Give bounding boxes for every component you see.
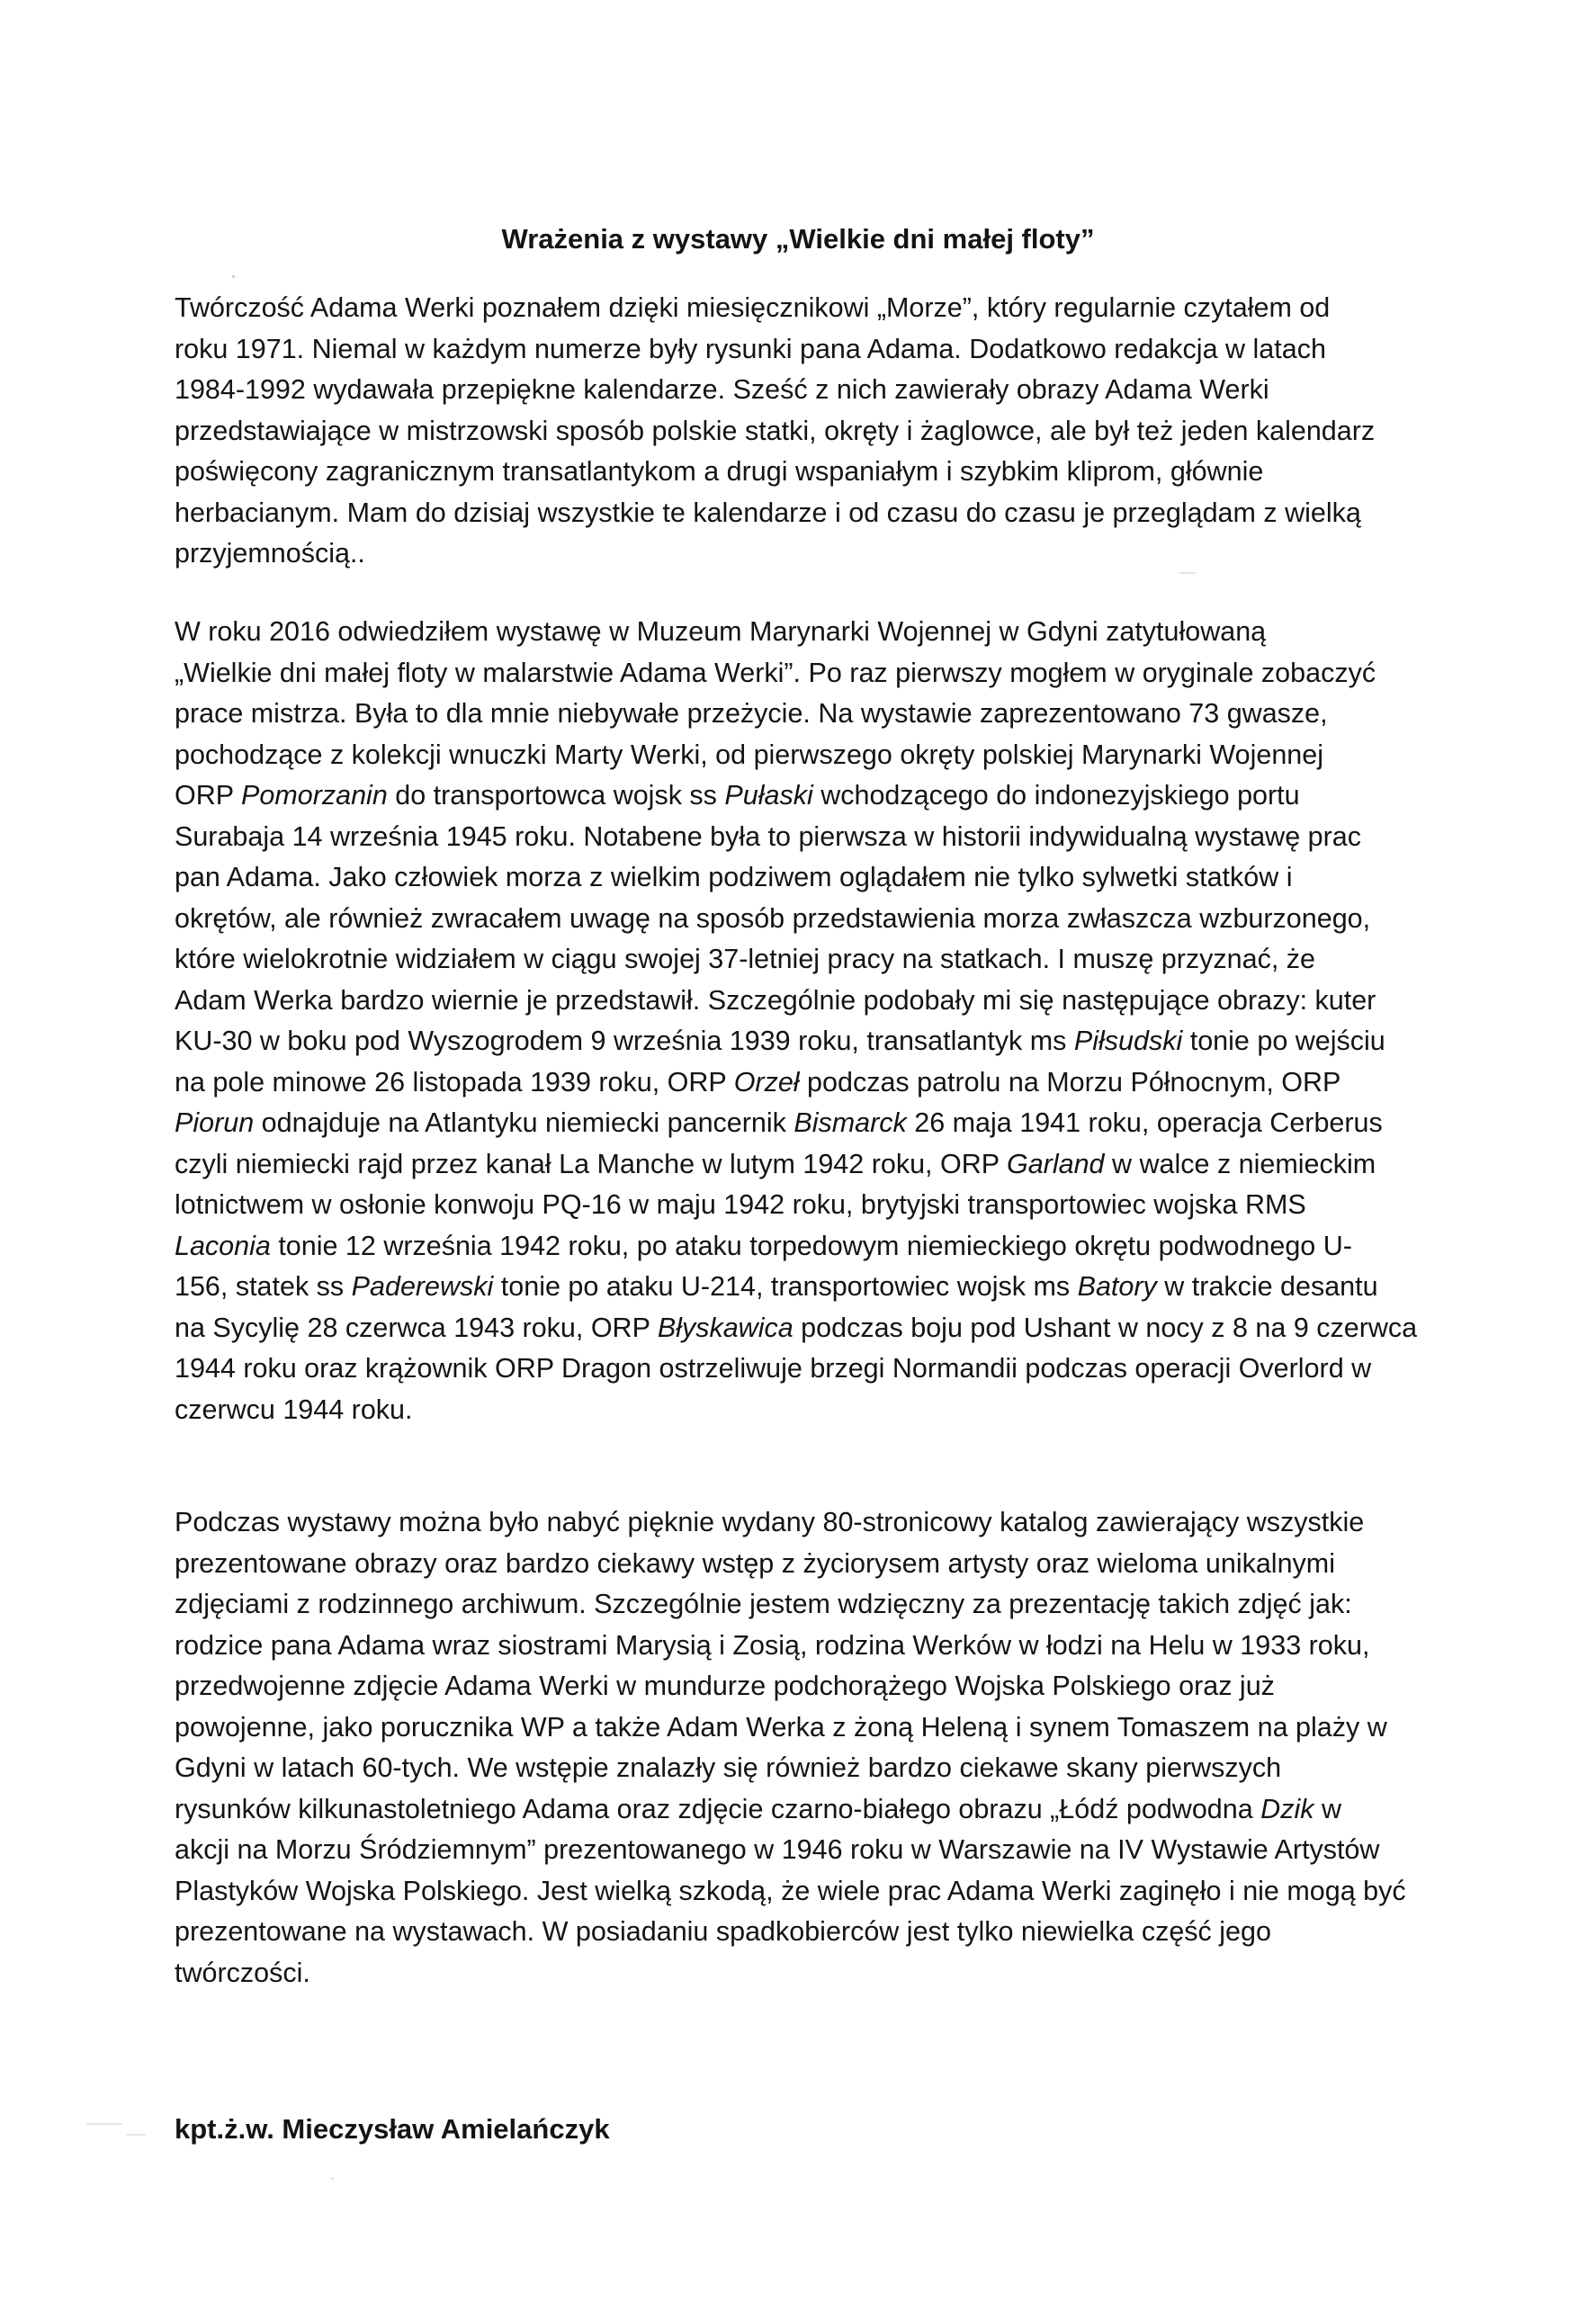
text-line bbox=[175, 1830, 1479, 1871]
scan-speck bbox=[86, 2123, 122, 2125]
text-segment: podczas patrolu na Morzu Północnym, ORP bbox=[799, 1066, 1341, 1098]
text-segment: do transportowca wojsk ss bbox=[387, 780, 725, 811]
text-line bbox=[175, 1502, 1479, 1544]
text-segment: przyjemnością.. bbox=[175, 538, 365, 569]
text-line bbox=[175, 612, 1479, 653]
text-segment: poświęcony zagranicznym transatlantykom a drugi wspaniałym i szybkim kliprom, głównie bbox=[175, 456, 1264, 487]
text-segment: „Wielkie dni małej floty w malarstwie Adama Werki”. Po raz pierwszy mogłem w oryginale zobaczyć bbox=[175, 657, 1376, 688]
text-segment: zdjęciami z rodzinnego archiwum. Szczególnie jestem wdzięczny za prezentację takich zdjęć jak: bbox=[175, 1589, 1352, 1619]
italic-ship-name: Orzeł bbox=[733, 1066, 800, 1098]
text-line bbox=[175, 1144, 1479, 1186]
italic-ship-name: Batory bbox=[1077, 1271, 1157, 1302]
text-line bbox=[175, 1062, 1479, 1104]
text-line bbox=[175, 899, 1479, 940]
scan-speck bbox=[331, 2177, 334, 2180]
text-segment: 1984-1992 wydawała przepiękne kalendarze. Sześć z nich zawierały obrazy Adama Werki bbox=[175, 374, 1269, 405]
text-segment: Plastyków Wojska Polskiego. Jest wielką szkodą, że wiele prac Adama Werki zaginęło i nie mogą być bbox=[175, 1875, 1406, 1906]
text-line bbox=[175, 1789, 1479, 1831]
text-segment: 156, statek ss bbox=[175, 1271, 352, 1302]
text-segment: Podczas wystawy można było nabyć pięknie wydany 80-stronicowy katalog zawierający wszystkie bbox=[175, 1507, 1365, 1537]
text-line bbox=[175, 533, 1479, 575]
text-segment: roku 1971. Niemal w każdym numerze były rysunki pana Adama. Dodatkowo redakcja w latach bbox=[175, 333, 1326, 364]
text-segment: pan Adama. Jako człowiek morza z wielkim podziwem oglądałem nie tylko sylwetki statków i bbox=[175, 862, 1293, 892]
text-segment: 26 maja 1941 roku, operacja Cerberus bbox=[906, 1107, 1383, 1138]
text-line bbox=[175, 1871, 1479, 1913]
italic-ship-name: Paderewski bbox=[351, 1271, 494, 1302]
text-segment: przedwojenne zdjęcie Adama Werki w mundurze podchorążego Wojska Polskiego oraz już bbox=[175, 1671, 1275, 1701]
text-segment: rodzice pana Adama wraz siostrami Marysią i Zosią, rodzina Werków w łodzi na Helu w 1933 roku, bbox=[175, 1629, 1370, 1661]
text-line bbox=[175, 817, 1479, 858]
text-line bbox=[175, 1021, 1479, 1062]
text-line bbox=[175, 1626, 1479, 1667]
text-line bbox=[175, 694, 1479, 735]
text-segment: 1944 roku oraz krążownik ORP Dragon ostrzeliwuje brzegi Normandii podczas operacji Overlord w bbox=[175, 1353, 1372, 1384]
italic-ship-name: Dzik bbox=[1260, 1793, 1314, 1824]
italic-ship-name: Laconia bbox=[175, 1230, 271, 1261]
paragraph-2 bbox=[175, 612, 1479, 1430]
text-segment: tonie po wejściu bbox=[1182, 1026, 1385, 1056]
text-segment: w bbox=[1314, 1793, 1341, 1824]
text-line bbox=[175, 452, 1479, 493]
text-line bbox=[175, 1707, 1479, 1749]
text-segment: okrętów, ale również zwracałem uwagę na sposób przedstawienia morza zwłaszcza wzburzonego, bbox=[175, 902, 1371, 934]
text-line bbox=[175, 1349, 1479, 1390]
text-segment: prezentowane na wystawach. W posiadaniu spadkobierców jest tylko niewielka część jego bbox=[175, 1916, 1271, 1947]
text-segment: pochodzące z kolekcji wnuczki Marty Werki, od pierwszego okręty polskiej Marynarki Wojennej bbox=[175, 739, 1323, 770]
author-signature: kpt.ż.w. Mieczysław Amielańczyk bbox=[175, 2113, 610, 2145]
document-title: Wrażenia z wystawy „Wielkie dni małej floty” bbox=[501, 223, 1095, 255]
text-line bbox=[175, 370, 1479, 411]
text-line bbox=[175, 1584, 1479, 1626]
text-segment: lotnictwem w osłonie konwoju PQ-16 w maju 1942 roku, brytyjski transportowiec wojska RMS bbox=[175, 1189, 1306, 1220]
italic-ship-name: Bismarck bbox=[794, 1107, 907, 1138]
text-line bbox=[175, 1267, 1479, 1308]
text-line bbox=[175, 1185, 1479, 1226]
text-segment: na Sycylię 28 czerwca 1943 roku, ORP bbox=[175, 1312, 658, 1343]
text-segment: Gdyni w latach 60-tych. We wstępie znalazły się również bardzo ciekawe skany pierwszych bbox=[175, 1752, 1282, 1783]
text-line bbox=[175, 1226, 1479, 1268]
text-segment: które wielokrotnie widziałem w ciągu swojej 37-letniej pracy na statkach. I muszę przyznać, że bbox=[175, 944, 1315, 974]
text-line bbox=[175, 1953, 1479, 1994]
text-line bbox=[175, 1103, 1479, 1144]
text-segment: prace mistrza. Była to dla mnie niebywałe przeżycie. Na wystawie zaprezentowano 73 gwasze, bbox=[175, 698, 1328, 729]
text-segment: czyli niemiecki rajd przez kanał La Manche w lutym 1942 roku, ORP bbox=[175, 1148, 1007, 1179]
text-line bbox=[175, 981, 1479, 1022]
italic-ship-name: Pomorzanin bbox=[241, 780, 388, 811]
text-line bbox=[175, 411, 1479, 453]
text-line bbox=[175, 1308, 1479, 1349]
text-segment: w walce z niemieckim bbox=[1104, 1148, 1376, 1179]
text-segment: akcji na Morzu Śródziemnym” prezentowanego w 1946 roku w Warszawie na IV Wystawie Artystów bbox=[175, 1834, 1380, 1865]
italic-ship-name: Błyskawica bbox=[657, 1312, 794, 1343]
text-segment: wchodzącego do indonezyjskiego portu bbox=[812, 780, 1300, 811]
text-line bbox=[175, 775, 1479, 817]
text-line bbox=[175, 1666, 1479, 1707]
text-line bbox=[175, 493, 1479, 534]
text-segment: odnajduje na Atlantyku niemiecki pancernik bbox=[254, 1107, 794, 1138]
text-line bbox=[175, 653, 1479, 694]
text-segment: czerwcu 1944 roku. bbox=[175, 1393, 413, 1425]
text-segment: powojenne, jako porucznika WP a także Adam Werka z żoną Heleną i synem Tomaszem na plaży w bbox=[175, 1711, 1387, 1743]
scan-speck bbox=[1179, 572, 1196, 574]
italic-ship-name: Piłsudski bbox=[1073, 1026, 1183, 1056]
italic-ship-name: Pułaski bbox=[724, 780, 813, 811]
text-segment: herbacianym. Mam do dzisiaj wszystkie te kalendarze i od czasu do czasu je przeglądam z wielką bbox=[175, 497, 1361, 528]
text-segment: tonie po ataku U-214, transportowiec wojsk ms bbox=[493, 1271, 1078, 1302]
text-line bbox=[175, 1544, 1479, 1585]
text-line bbox=[175, 1748, 1479, 1789]
text-segment: w trakcie desantu bbox=[1156, 1271, 1378, 1302]
text-line bbox=[175, 939, 1479, 981]
text-line bbox=[175, 1912, 1479, 1953]
text-segment: przedstawiające w mistrzowski sposób polskie statki, okręty i żaglowce, ale był też jeden kalendarz bbox=[175, 415, 1376, 446]
text-line bbox=[175, 329, 1479, 371]
text-line bbox=[175, 857, 1479, 899]
italic-ship-name: Garland bbox=[1007, 1148, 1105, 1179]
italic-ship-name: Piorun bbox=[175, 1107, 255, 1138]
text-segment: ORP bbox=[175, 780, 242, 811]
text-segment: twórczości. bbox=[175, 1957, 310, 1988]
text-segment: Adam Werka bardzo wiernie je przedstawił. Szczególnie podobały mi się następujące obrazy: kuter bbox=[175, 984, 1376, 1016]
text-line bbox=[175, 288, 1479, 329]
scan-speck bbox=[126, 2134, 146, 2136]
text-segment: podczas boju pod Ushant w nocy z 8 na 9 czerwca bbox=[793, 1312, 1418, 1343]
scan-speck bbox=[232, 275, 235, 278]
text-segment: Surabaja 14 września 1945 roku. Notabene była to pierwsza w historii indywidualną wystawę prac bbox=[175, 820, 1361, 852]
paragraph-3 bbox=[175, 1502, 1479, 1994]
text-line bbox=[175, 735, 1479, 776]
paragraph-1 bbox=[175, 288, 1479, 575]
text-line bbox=[175, 1390, 1479, 1431]
text-segment: W roku 2016 odwiedziłem wystawę w Muzeum Marynarki Wojennej w Gdyni zatytułowaną bbox=[175, 616, 1267, 647]
text-segment: prezentowane obrazy oraz bardzo ciekawy wstęp z życiorysem artysty oraz wieloma unikalnymi bbox=[175, 1547, 1335, 1579]
text-segment: tonie 12 września 1942 roku, po ataku torpedowym niemieckiego okrętu podwodnego U- bbox=[270, 1230, 1352, 1261]
text-segment: rysunków kilkunastoletniego Adama oraz zdjęcie czarno-białego obrazu „Łódź podwodna bbox=[175, 1793, 1261, 1824]
text-segment: Twórczość Adama Werki poznałem dzięki miesięcznikowi „Morze”, który regularnie czytałem od bbox=[175, 292, 1331, 323]
text-segment: na pole minowe 26 listopada 1939 roku, ORP bbox=[175, 1066, 734, 1098]
text-segment: KU-30 w boku pod Wyszogrodem 9 września 1939 roku, transatlantyk ms bbox=[175, 1026, 1074, 1056]
